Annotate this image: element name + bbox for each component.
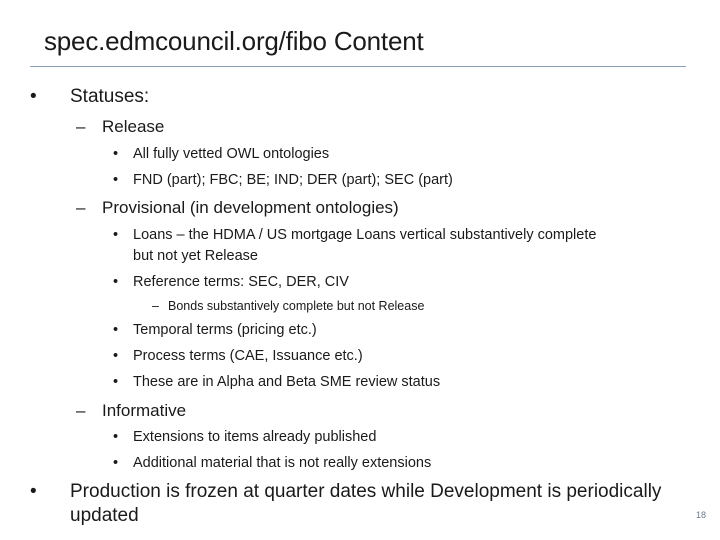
informative-item: Additional material that is not really extensions	[133, 455, 432, 471]
page-number: 18	[695, 510, 706, 520]
dash-l2: –	[76, 117, 86, 136]
release-item: FND (part); FBC; BE; IND; DER (part); SEC (part)	[133, 172, 453, 188]
bullet-l3: •	[113, 274, 119, 290]
bullet-l3: •	[113, 172, 119, 188]
provisional-subitem: Bonds substantively complete but not Release	[168, 299, 425, 313]
bullet-l3: •	[113, 429, 119, 445]
provisional-item: These are in Alpha and Beta SME review status	[133, 374, 441, 390]
bullet-l3: •	[113, 348, 119, 364]
bullet-l1: •	[30, 481, 37, 502]
production-text: Production is frozen at quarter dates while Development is periodically	[70, 481, 662, 502]
release-heading: Release	[102, 117, 165, 136]
dash-l2: –	[76, 198, 86, 217]
provisional-item: Temporal terms (pricing etc.)	[133, 322, 317, 338]
provisional-item: Reference terms: SEC, DER, CIV	[133, 274, 349, 290]
provisional-item: Loans – the HDMA / US mortgage Loans vertical substantively complete	[133, 227, 597, 243]
dash-l4: –	[152, 299, 159, 313]
provisional-item: Process terms (CAE, Issuance etc.)	[133, 348, 363, 364]
title-divider	[30, 66, 686, 67]
bullet-l3: •	[113, 146, 119, 162]
statuses-heading: Statuses:	[70, 86, 150, 107]
informative-heading: Informative	[102, 401, 187, 420]
provisional-item-continued: but not yet Release	[133, 248, 258, 264]
dash-l2: –	[76, 401, 86, 420]
production-text-continued: updated	[70, 505, 139, 526]
provisional-heading: Provisional (in development ontologies)	[102, 198, 399, 217]
slide-title: spec.edmcouncil.org/fibo Content	[44, 26, 424, 56]
bullet-l1: •	[30, 86, 37, 107]
bullet-l3: •	[113, 227, 119, 243]
bullet-l3: •	[113, 322, 119, 338]
bullet-l3: •	[113, 374, 119, 390]
release-item: All fully vetted OWL ontologies	[133, 146, 330, 162]
informative-item: Extensions to items already published	[133, 429, 377, 445]
bullet-l3: •	[113, 455, 119, 471]
